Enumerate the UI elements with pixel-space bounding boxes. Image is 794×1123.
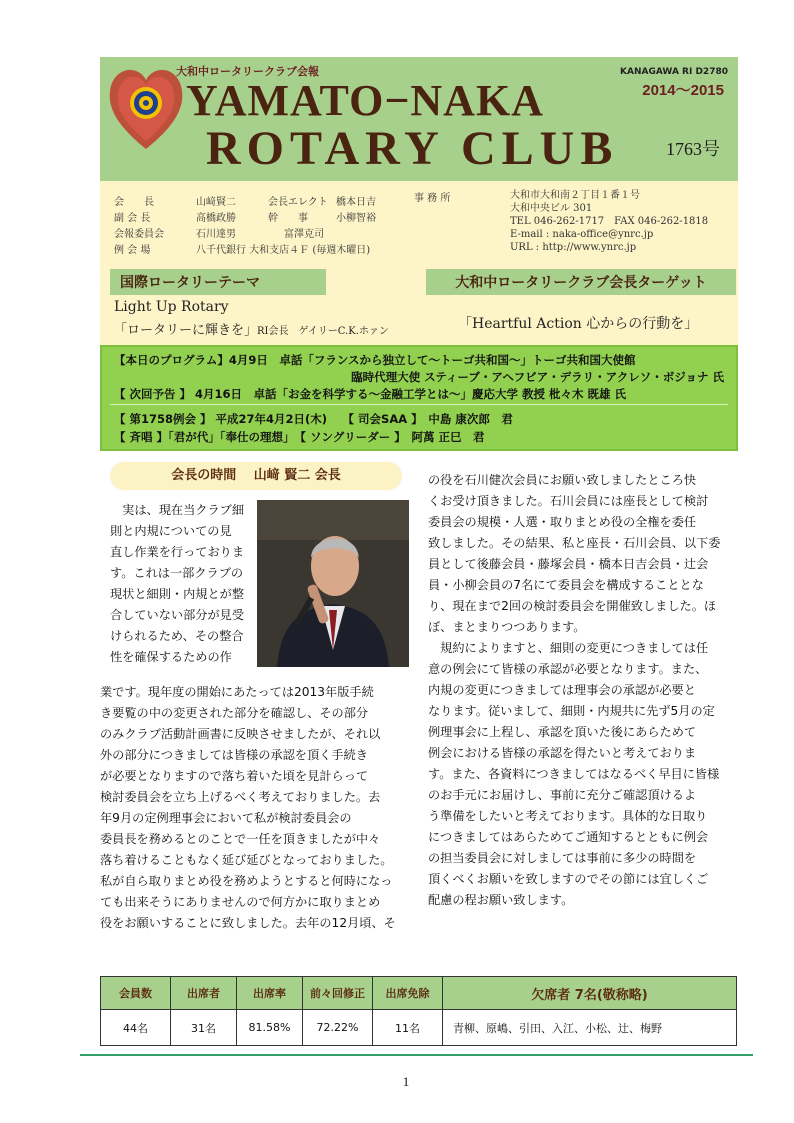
officer-label: 例 会 場 — [114, 245, 151, 256]
article-left-full — [100, 682, 396, 934]
article-line: 業です。現年度の開始にあたっては2013年版手続 — [100, 685, 374, 699]
office-building: 大和中央ビル 301 — [510, 203, 593, 214]
article-heading: 会長の時間 山﨑 賢二 会長 — [110, 462, 402, 490]
ri-theme-english: Light Up Rotary — [114, 299, 229, 315]
office-label: 事 務 所 — [414, 193, 451, 204]
cell-exempt: 11名 — [373, 1010, 443, 1046]
article-line: 意の例会にて皆様の承認が必要となります。また、 — [428, 662, 708, 676]
footer-rule — [80, 1054, 753, 1056]
todays-speaker: 臨時代理大使 スティーブ・アヘフビア・デラリ・アクレソ・ボジョナ 氏 — [351, 370, 724, 384]
article-line: の役を石川健次会員にお願い致しましたところ快 — [428, 473, 697, 487]
divider — [110, 404, 728, 405]
ri-president: RI会長 ゲイリーC.K.ホァン — [257, 326, 389, 337]
article-line: 役をお願いすることに致しました。去年の12月頃、そ — [100, 916, 396, 930]
article-line: 直し作業を行っておりま — [110, 545, 245, 559]
article-line: り、現在まで2回の検討委員会を開催致しました。ほ — [428, 599, 717, 613]
officer-name: 小柳智裕 — [336, 213, 376, 224]
office-email: E-mail : naka-office@ynrc.jp — [510, 229, 654, 240]
article-line: 例理事会に上程し、承認を頂いた後にあらためて — [428, 725, 697, 739]
officer-name: 橋本日吉 — [336, 197, 376, 208]
rotary-year: 2014～2015 — [642, 82, 724, 99]
todays-program: 【本日のプログラム】4月9日 卓話「フランスから独立して～トーゴ共和国～」トーゴ共和国大使館 — [114, 353, 636, 367]
office-address: 大和市大和南２丁目１番１号 — [510, 190, 640, 201]
article-line: 検討委員会を立ち上げるべく考えておりました。去 — [100, 790, 381, 804]
article-line: 致しました。その結果、私と座長・石川会員、以下委 — [428, 536, 721, 550]
table-header-row — [101, 977, 737, 1010]
officer-name: 山﨑賢二 — [196, 197, 236, 208]
article-line: が必要となりますので落ち着いた頃を見計らって — [100, 769, 369, 783]
table-row — [101, 1010, 737, 1046]
article-line: 頂くべくお願いを致しますのでその節には宜しくご — [428, 872, 709, 886]
program-box — [100, 345, 738, 451]
issue-number: 1763号 — [666, 139, 720, 159]
article-line: 則と内規についての見 — [110, 524, 232, 538]
article-line: 私が自ら取りまとめ役を務めようとすると何時になっ — [100, 874, 393, 888]
ri-theme-jp-text: 「ロータリーに輝きを」 — [114, 323, 258, 338]
cell-attendance-rate: 81.58% — [237, 1010, 303, 1046]
header-corrected-rate: 前々回修正 — [303, 977, 373, 1010]
cell-absentees: 青柳、原嶋、引田、入江、小松、辻、梅野 — [443, 1010, 737, 1046]
next-program: 【 次回予告 】 4月16日 卓話「お金を科学する～金融工学とは～」慶応大学 教授 枇々木 既雄 氏 — [114, 387, 627, 401]
office-url: URL : http://www.ynrc.jp — [510, 242, 637, 253]
cell-attendees: 31名 — [171, 1010, 237, 1046]
rotary-heart-logo — [106, 61, 186, 153]
header-absentees: 欠席者 7名(敬称略) — [443, 977, 737, 1010]
club-target-heading: 大和中ロータリークラブ会長ターゲット — [426, 269, 736, 295]
article-line: 員・小柳会員の7名にて委員会を構成することとな — [428, 578, 704, 592]
article-right-column — [428, 470, 721, 911]
theme-panel — [100, 263, 738, 345]
president-photo-image — [257, 500, 409, 667]
club-title-line2: ROTARY CLUB — [206, 122, 619, 175]
article-line: 例会における皆様の承認を得たいと考えておりま — [428, 746, 697, 760]
article-line: 落ち着けることもなく延び延びとなっておりました。 — [100, 853, 393, 867]
meeting-place: 八千代銀行 大和支店４Ｆ (毎週木曜日) — [196, 245, 371, 256]
article-line: 委員会の規模・人選・取りまとめ役の全権を委任 — [428, 515, 697, 529]
header-members: 会員数 — [101, 977, 171, 1010]
officer-name: 石川達男 — [196, 229, 236, 240]
article-line: のみクラブ活動計画書に反映させましたが、それ以 — [100, 727, 381, 741]
article-line: なります。従いまして、細則・内規共に先ず5月の定 — [428, 704, 715, 718]
club-title-line1: YAMATO−NAKA — [186, 76, 544, 125]
officer-label: 副 会 長 — [114, 213, 151, 224]
article-line: う準備をしたいと考えております。具体的な日取り — [428, 809, 708, 823]
article-line: の担当委員会に対しましては事前に多少の時間を — [428, 851, 697, 865]
article-line: 現状と細則・内規とが整 — [110, 587, 245, 601]
article-line: 実は、現在当クラブ細 — [110, 503, 245, 517]
club-target-text: 「Heartful Action 心からの行動を」 — [458, 316, 699, 332]
ri-theme-heading: 国際ロータリーテーマ — [110, 269, 326, 295]
article-line: につきましてはあらためてご通知するとともに例会 — [428, 830, 709, 844]
article-line: す。これは一部クラブの — [110, 566, 244, 580]
president-photo — [257, 500, 409, 667]
article-line: ても出来そうにありませんので何方かに取りまとめ — [100, 895, 381, 909]
meeting-info: 【 第1758例会 】 平成27年4月2日(木) 【 司会SAA 】 中島 康次郎 君 — [114, 412, 513, 426]
officers-panel — [100, 181, 738, 263]
article-line: 年9月の定例理事会において私が検討委員会の — [100, 811, 352, 825]
newsletter-name: 大和中ロータリークラブ会報 — [176, 65, 319, 78]
article-line: 配慮の程お願い致します。 — [428, 893, 574, 907]
officer-label: 会報委員会 — [114, 229, 164, 240]
article-line: けられるため、その整合 — [110, 629, 244, 643]
district-label: KANAGAWA RI D2780 — [620, 67, 728, 77]
song-info: 【 斉唱 】「君が代」「奉仕の理想」 【 ソングリーダー 】 阿萬 正巳 君 — [114, 430, 485, 444]
officer-label: 会 長 — [114, 197, 154, 208]
header-attendees: 出席者 — [171, 977, 237, 1010]
article-line: くお受け頂きました。石川会員には座長として検討 — [428, 494, 709, 508]
article-line: す。また、各資料につきましてはなるべく早目に皆様 — [428, 767, 720, 781]
article-line: 外の部分につきましては皆様の承認を頂く手続き — [100, 748, 368, 762]
article-line: 内規の変更につきましては理事会の承認が必要と — [428, 683, 696, 697]
officer-label: 会長エレクト — [268, 197, 328, 208]
officer-name: 高橋政勝 — [196, 213, 236, 224]
ri-theme-japanese — [114, 319, 389, 338]
article-line: 規約によりますと、細則の変更につきましては任 — [428, 641, 709, 655]
article-line: 委員長を務めるとのことで一任を頂きましたが中々 — [100, 832, 381, 846]
masthead — [100, 57, 738, 181]
article-line: ぼ、まとまりつつあります。 — [428, 620, 586, 634]
page-number: 1 — [402, 1074, 410, 1089]
header-exempt: 出席免除 — [373, 977, 443, 1010]
officer-name: 富澤克司 — [284, 229, 324, 240]
article-line: き要覧の中の変更された部分を確認し、その部分 — [100, 706, 369, 720]
office-phone-fax: TEL 046-262-1717 FAX 046-262-1818 — [510, 216, 709, 227]
header-attendance-rate: 出席率 — [237, 977, 303, 1010]
article-line: 性を確保するための作 — [110, 650, 232, 664]
officer-label: 幹 事 — [268, 213, 308, 224]
article-line: のお手元にお届けし、事前に充分ご確認頂けるよ — [428, 788, 697, 802]
cell-members: 44名 — [101, 1010, 171, 1046]
cell-corrected-rate: 72.22% — [303, 1010, 373, 1046]
article-left-short — [110, 500, 244, 668]
article-line: 員として後藤会員・藤塚会員・橋本日吉会員・辻会 — [428, 557, 709, 571]
attendance-table — [100, 976, 737, 1046]
article-line: 合していない部分が見受 — [110, 608, 245, 622]
